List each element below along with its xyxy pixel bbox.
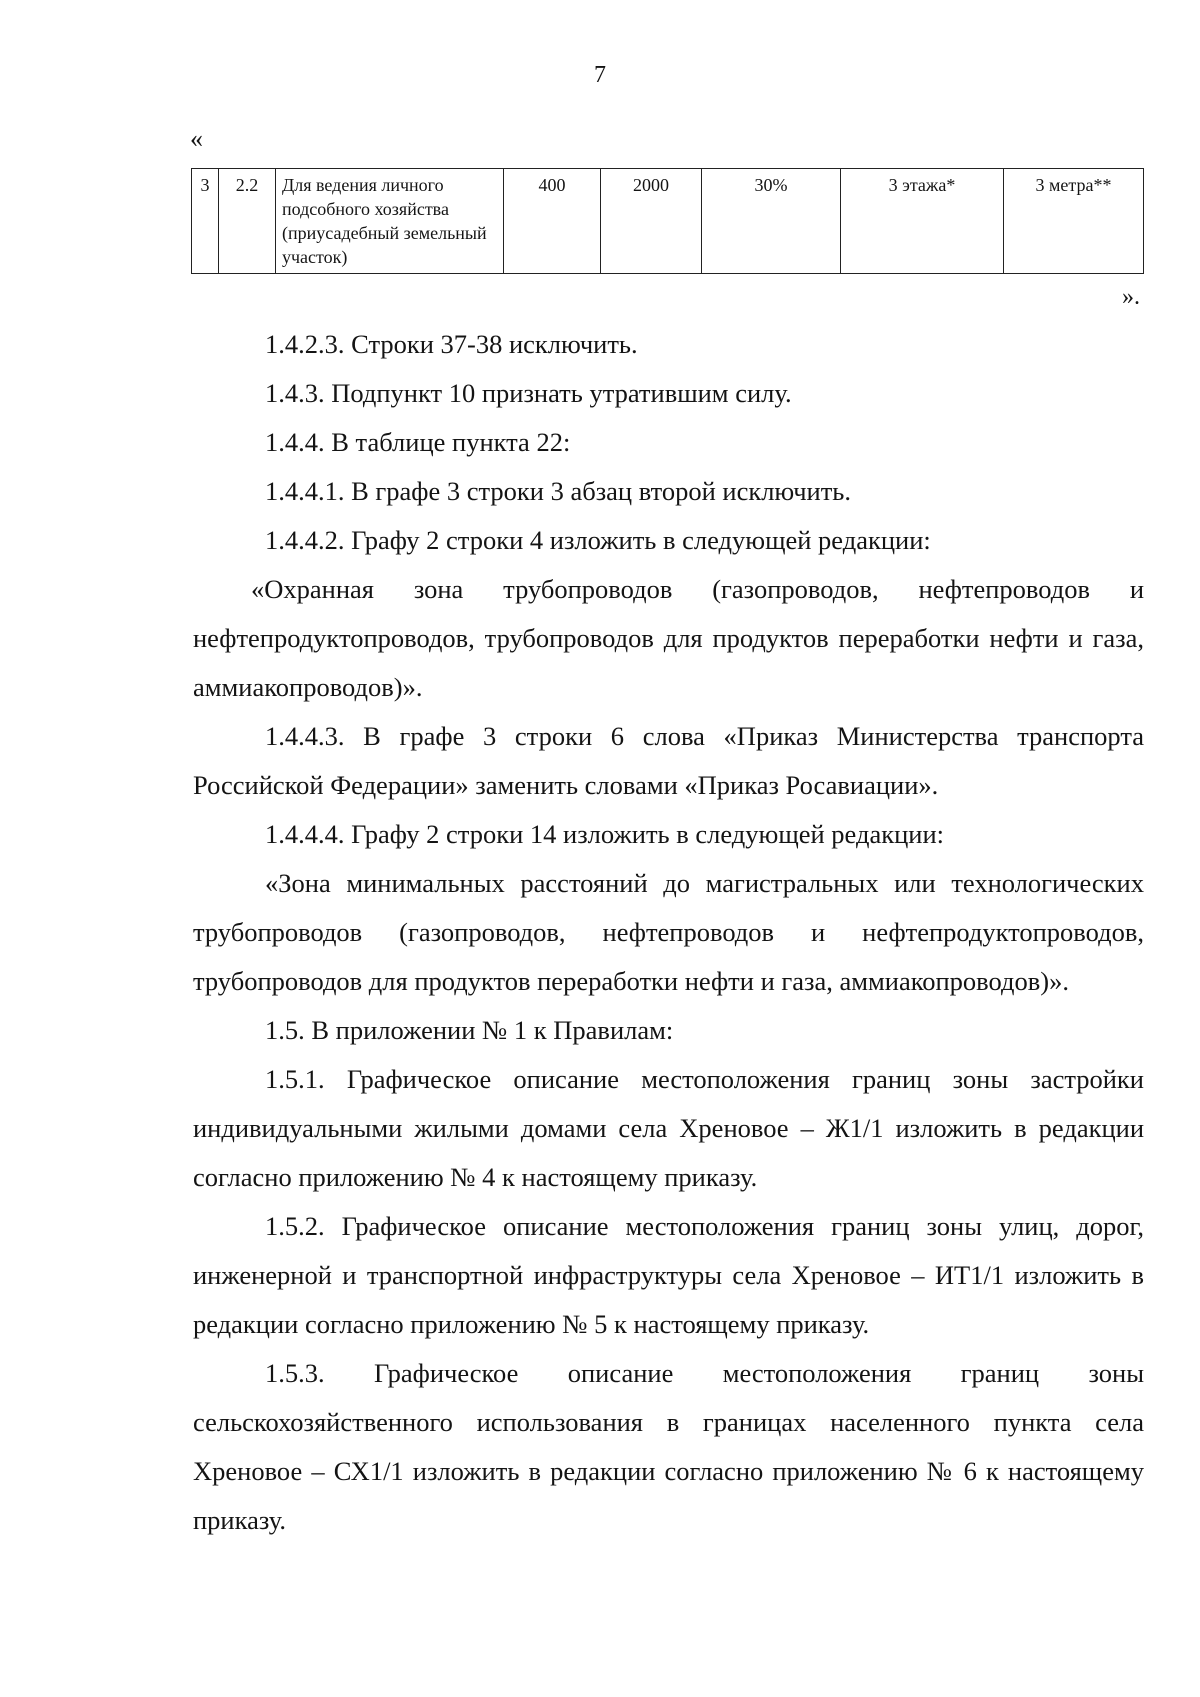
paragraph-1-4-4-2: 1.4.4.2. Графу 2 строки 4 изложить в следующей редакции: — [265, 525, 931, 555]
use-code-cell: 2.2 — [219, 169, 276, 274]
page-number: 7 — [594, 62, 606, 88]
min-area-cell: 400 — [504, 169, 601, 274]
paragraph-1-5-3: 1.5.3. Графическое описание местоположения границ зоны сельскохозяйственного использования в границах населенного пункта села Хреновое – СХ1/1 изложить в редакции согласно приложению № 6 к настоящему приказу. — [193, 1358, 1144, 1535]
paragraph-1-5-2: 1.5.2. Графическое описание местоположения границ зоны улиц, дорог, инженерной и транспортной инфраструктуры села Хреновое – ИТ1/1 изложить в редакции согласно приложению № 5 к настоящему приказу. — [193, 1211, 1144, 1339]
document-body — [193, 320, 1144, 1545]
use-name-cell: Для ведения личного подсобного хозяйства (приусадебный земельный участок) — [276, 169, 504, 274]
coverage-percent-cell: 30% — [702, 169, 841, 274]
paragraph-1-5: 1.5. В приложении № 1 к Правилам: — [265, 1015, 674, 1045]
paragraph-1-4-4: 1.4.4. В таблице пункта 22: — [265, 427, 571, 457]
opening-quote-mark: « — [190, 124, 203, 153]
min-indent-cell: 3 метра** — [1004, 169, 1144, 274]
zone-parameters-table — [191, 168, 1144, 274]
closing-quote-mark: ». — [1122, 284, 1140, 310]
paragraph-min-distance-zone-quote: «Зона минимальных расстояний до магистральных или технологических трубопроводов (газопроводов, нефтепроводов и нефтепродуктопроводов, трубопроводов для продуктов переработки нефти и газа, аммиакопроводов)». — [193, 868, 1144, 996]
paragraph-1-4-3: 1.4.3. Подпункт 10 признать утратившим силу. — [265, 378, 792, 408]
table-row — [192, 169, 1144, 274]
row-number-cell: 3 — [192, 169, 219, 274]
paragraph-pipeline-zone-quote: «Охранная зона трубопроводов (газопроводов, нефтепроводов и нефтепродуктопроводов, трубопроводов для продуктов переработки нефти и газа, аммиакопроводов)». — [193, 574, 1144, 702]
paragraph-1-5-1: 1.5.1. Графическое описание местоположения границ зоны застройки индивидуальными жилыми домами села Хреновое – Ж1/1 изложить в редакции согласно приложению № 4 к настоящему приказу. — [193, 1064, 1144, 1192]
max-floors-cell: 3 этажа* — [841, 169, 1004, 274]
max-area-cell: 2000 — [601, 169, 702, 274]
paragraph-1-4-2-3: 1.4.2.3. Строки 37-38 исключить. — [265, 329, 638, 359]
paragraph-1-4-4-3: 1.4.4.3. В графе 3 строки 6 слова «Приказ Министерства транспорта Российской Федерации» заменить словами «Приказ Росавиации». — [193, 721, 1144, 800]
paragraph-1-4-4-1: 1.4.4.1. В графе 3 строки 3 абзац второй исключить. — [265, 476, 852, 506]
paragraph-1-4-4-4: 1.4.4.4. Графу 2 строки 14 изложить в следующей редакции: — [265, 819, 944, 849]
